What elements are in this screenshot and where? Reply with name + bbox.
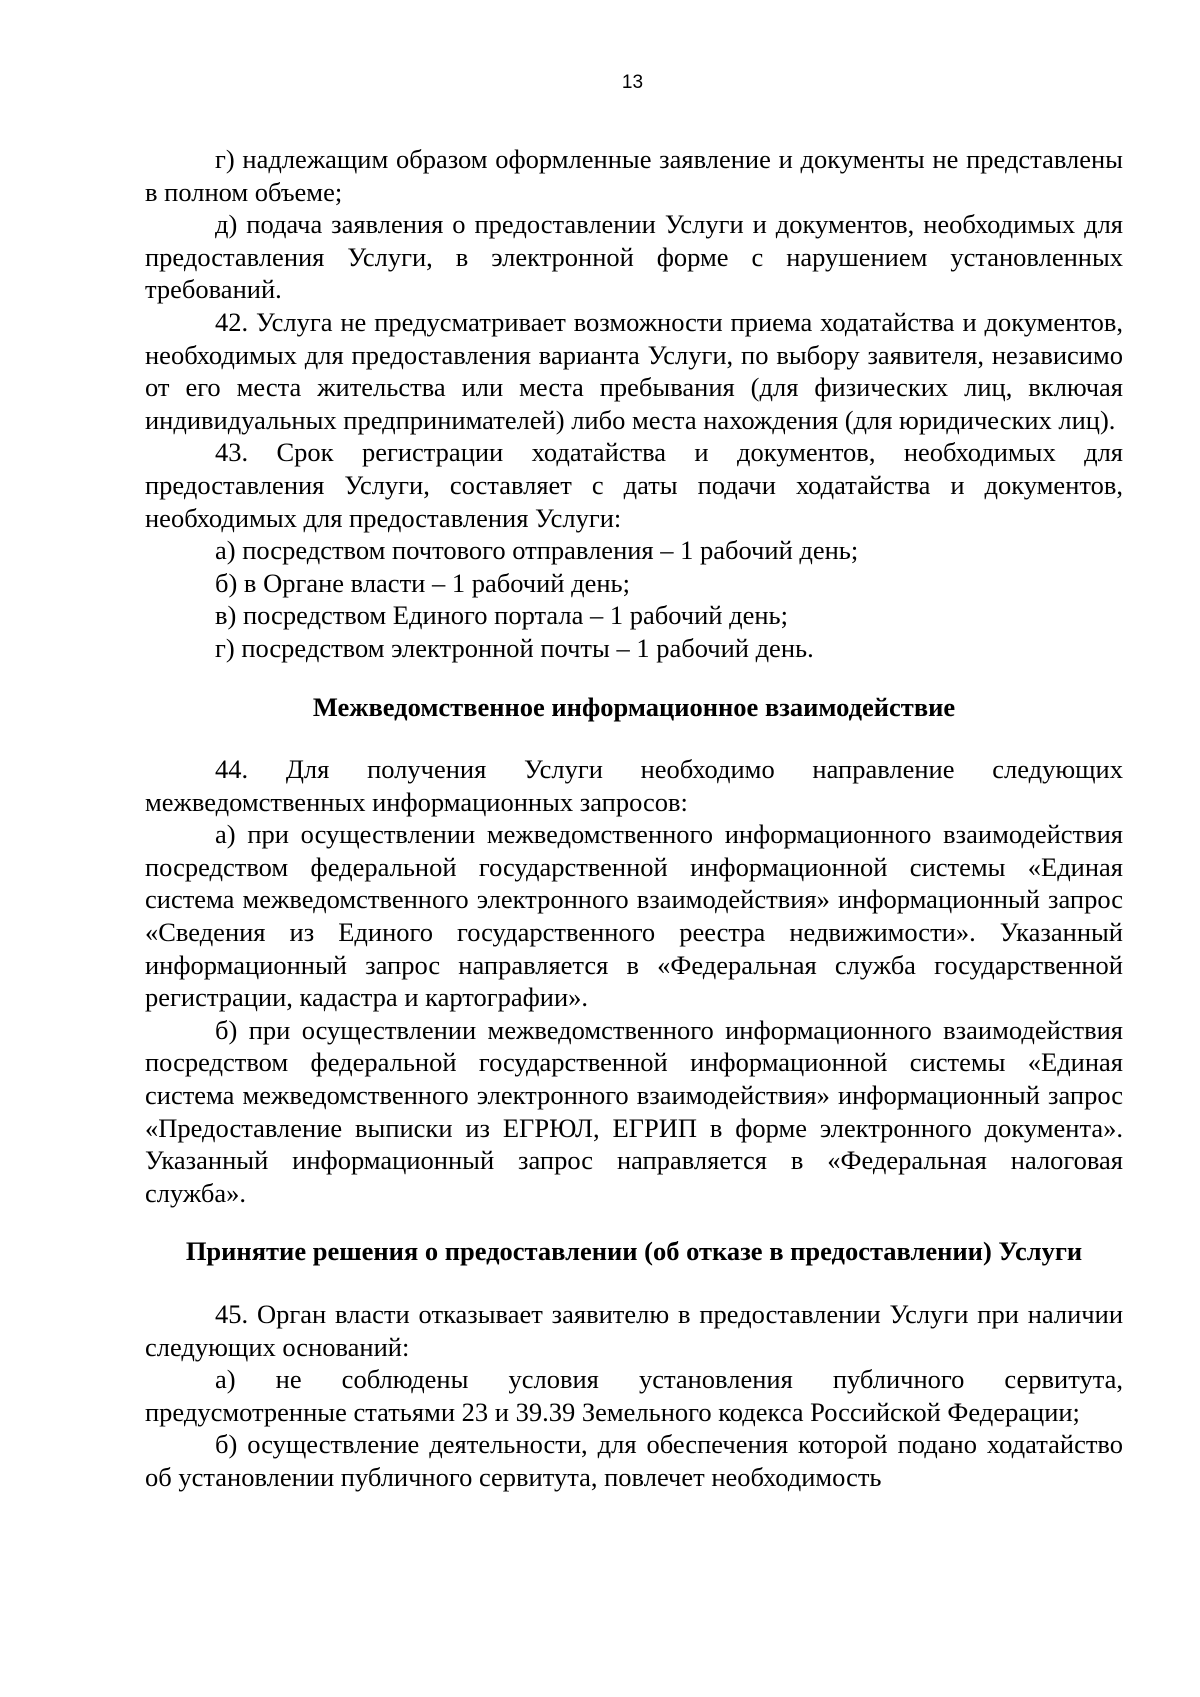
paragraph-g-incomplete-docs: г) надлежащим образом оформленные заявление и документы не представлены в полном объеме; (145, 144, 1123, 207)
section-heading-interagency: Межведомственное информационное взаимодействие (312, 691, 956, 722)
paragraph-45: 45. Орган власти отказывает заявителю в предоставлении Услуги при наличии следующих оснований: (145, 1299, 1123, 1362)
paragraph-43-b: б) в Органе власти – 1 рабочий день; (215, 567, 630, 598)
section-heading-decision: Принятие решения о предоставлении (об отказе в предоставлении) Услуги (185, 1236, 1083, 1267)
paragraph-42: 42. Услуга не предусматривает возможности приема ходатайства и документов, необходимых для предоставления варианта Услуги, по выбору заявителя, независимо от его места жительства или места пребывания (для физических лиц, включая индивидуальных предпринимателей) либо места нахождения (для юридических лиц). (145, 306, 1123, 435)
paragraph-43-a: а) посредством почтового отправления – 1 рабочий день; (215, 535, 859, 566)
paragraph-43-v: в) посредством Единого портала – 1 рабочий день; (215, 600, 788, 631)
page-number: 13 (621, 72, 644, 93)
paragraph-43: 43. Срок регистрации ходатайства и документов, необходимых для предоставления Услуги, составляет с даты подачи ходатайства и документов, необходимых для предоставления Услуги: (145, 437, 1123, 533)
paragraph-43-g: г) посредством электронной почты – 1 рабочий день. (215, 632, 814, 663)
paragraph-d-electronic-violation: д) подача заявления о предоставлении Услуги и документов, необходимых для предоставления Услуги, в электронной форме с нарушением установленных требований. (145, 209, 1123, 305)
document-body (145, 143, 1123, 1494)
paragraph-44-b: б) при осуществлении межведомственного информационного взаимодействия посредством федеральной государственной информационной системы «Единая система межведомственного электронного взаимодействия» информационный запрос «Предоставление выписки из ЕГРЮЛ, ЕГРИП в форме электронного документа». Указанный информационный запрос направляется в «Федеральная налоговая служба». (145, 1014, 1123, 1208)
paragraph-44: 44. Для получения Услуги необходимо направление следующих межведомственных информационных запросов: (145, 754, 1123, 817)
paragraph-45-b: б) осуществление деятельности, для обеспечения которой подано ходатайство об установлении публичного сервитута, повлечет необходимость (145, 1429, 1123, 1492)
paragraph-45-a: а) не соблюдены условия установления публичного сервитута, предусмотренные статьями 23 и 39.39 Земельного кодекса Российской Федерации; (145, 1364, 1123, 1427)
paragraph-44-a: а) при осуществлении межведомственного информационного взаимодействия посредством федеральной государственной информационной системы «Единая система межведомственного электронного взаимодействия» информационный запрос «Сведения из Единого государственного реестра недвижимости». Указанный информационный запрос направляется в «Федеральная служба государственной регистрации, кадастра и картографии». (145, 819, 1123, 1013)
